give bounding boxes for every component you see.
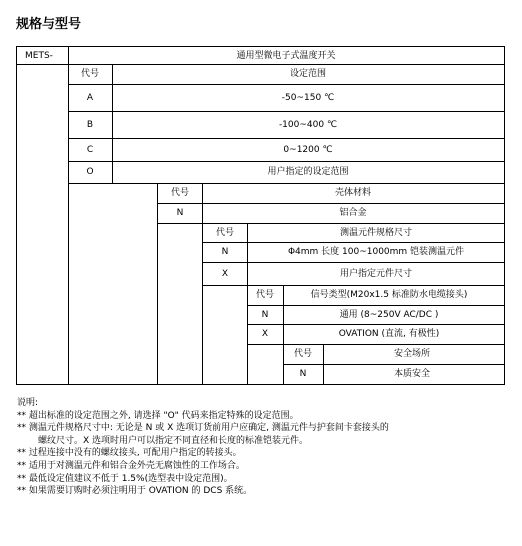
range-code-header: 代号 bbox=[80, 69, 100, 79]
model-prefix: METS- bbox=[25, 51, 53, 61]
element-code-header: 代号 bbox=[215, 228, 235, 238]
note-item: ** 如果需要订购时必须注明用于 OVATION 的 DCS 系统。 bbox=[17, 486, 253, 497]
housing-code: N bbox=[176, 208, 184, 218]
safety-code-header: 代号 bbox=[293, 349, 313, 359]
element-heading: 测温元件规格尺寸 bbox=[339, 228, 413, 238]
range-value: 用户指定的设定范围 bbox=[267, 167, 349, 177]
note-item: ** 超出标准的设定范围之外, 请选择 "O" 代码来指定特殊的设定范围。 bbox=[17, 410, 299, 421]
safety-code: N bbox=[299, 369, 307, 379]
signal-code-header: 代号 bbox=[255, 290, 275, 300]
product-name: 通用型微电子式温度开关 bbox=[236, 51, 336, 61]
signal-code: X bbox=[261, 329, 269, 339]
note-item: ** 最低设定值建议不低于 1.5%(选型表中设定范围)。 bbox=[17, 473, 233, 484]
range-code: A bbox=[86, 93, 94, 103]
range-code: O bbox=[86, 167, 94, 177]
range-value: 0~1200 ℃ bbox=[283, 145, 333, 155]
note-item: ** 过程连接中没有的螺纹接头, 可配用户指定的转接头。 bbox=[17, 448, 242, 459]
signal-heading: 信号类型(M20x1.5 标准防水电缆接头) bbox=[310, 290, 468, 300]
safety-value: 本质安全 bbox=[393, 369, 431, 379]
signal-value: 通用 (8~250V AC/DC ) bbox=[339, 310, 439, 320]
range-value: -50~150 ℃ bbox=[281, 93, 335, 103]
notes-heading: 说明: bbox=[17, 398, 39, 408]
note-item: 螺纹尺寸。X 选项时用户可以指定不同直径和长度的标准铠装元件。 bbox=[38, 435, 309, 446]
note-item: ** 测温元件规格尺寸中: 无论是 N 或 X 选项订货前用户应确定, 测温元件与护套间卡套接头的 bbox=[17, 423, 389, 434]
housing-value: 铝合金 bbox=[339, 208, 367, 218]
range-value: -100~400 ℃ bbox=[278, 120, 338, 130]
housing-code-header: 代号 bbox=[170, 188, 190, 198]
signal-code: N bbox=[261, 310, 269, 320]
page-title: 规格与型号 bbox=[16, 17, 82, 32]
note-item: ** 适用于对测温元件和铝合金外壳无腐蚀性的工作场合。 bbox=[17, 460, 245, 471]
signal-value: OVATION (直流, 有极性) bbox=[338, 329, 440, 339]
range-heading: 设定范围 bbox=[289, 69, 327, 79]
element-value: 用户指定元件尺寸 bbox=[339, 269, 413, 279]
element-value: Φ4mm 长度 100~1000mm 铠装测温元件 bbox=[287, 247, 465, 257]
element-code: N bbox=[221, 247, 229, 257]
range-code: B bbox=[86, 120, 94, 130]
range-code: C bbox=[86, 145, 94, 155]
notes-section bbox=[17, 397, 389, 498]
housing-heading: 壳体材料 bbox=[334, 188, 372, 198]
element-code: X bbox=[221, 269, 229, 279]
safety-heading: 安全场所 bbox=[393, 349, 431, 359]
